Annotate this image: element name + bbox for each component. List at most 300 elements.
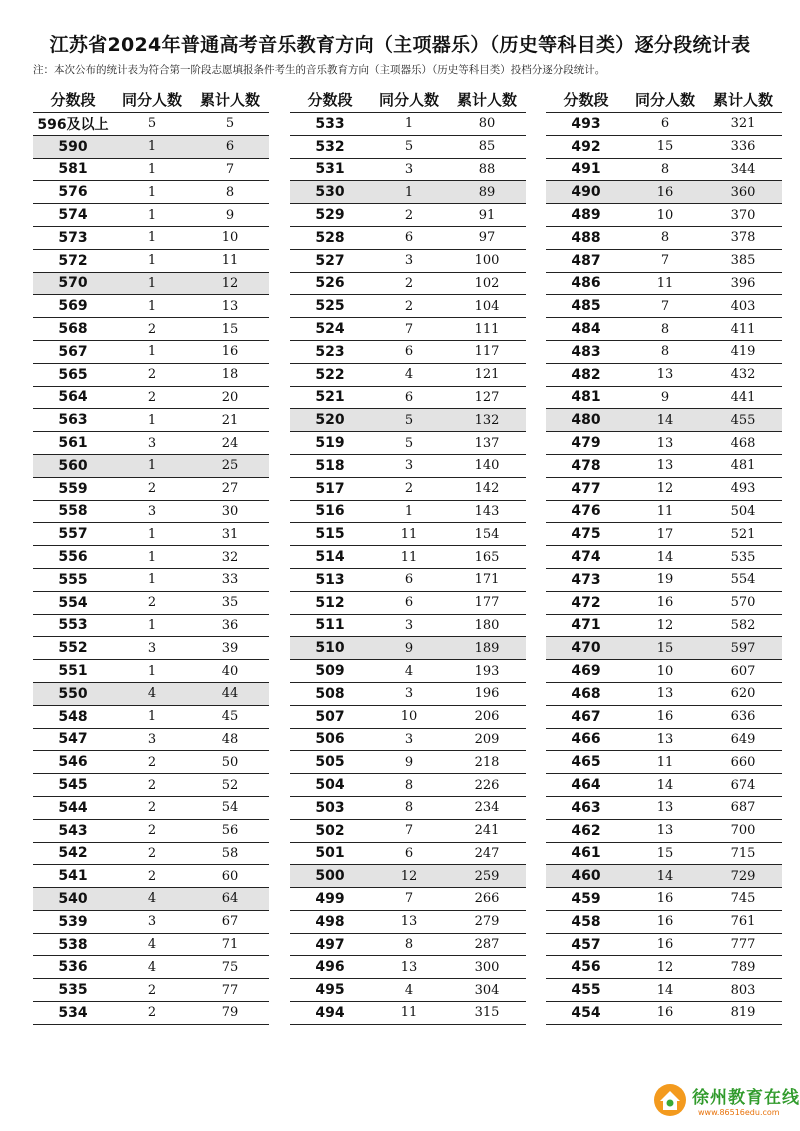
cumulative-cell: 7 [225,161,235,177]
score-cell: 545 [58,777,88,793]
score-cell: 543 [58,822,88,839]
table-row [546,706,782,729]
score-cell: 544 [58,799,88,816]
table-row [33,751,269,774]
same-count-cell: 14 [656,777,674,793]
same-count-cell: 6 [404,230,414,246]
cumulative-cell: 52 [221,777,239,793]
same-count-cell: 4 [404,663,414,679]
score-cell: 540 [58,890,88,907]
table-row [290,911,526,934]
cumulative-cell: 403 [730,298,756,314]
score-cell: 458 [571,913,601,930]
same-count-cell: 12 [656,481,674,497]
cumulative-cell: 803 [730,982,756,998]
table-row [546,523,782,546]
cumulative-cell: 660 [730,754,756,770]
cumulative-cell: 180 [474,617,500,633]
cumulative-cell: 154 [474,526,500,542]
same-count-cell: 13 [656,458,674,474]
cumulative-cell: 18 [221,367,239,383]
table-row [290,956,526,979]
header-score: 分数段 [563,90,609,109]
score-cell: 511 [315,617,345,634]
table-row [290,865,526,888]
cumulative-cell: 287 [474,937,500,953]
table-row [290,706,526,729]
table-row [290,455,526,478]
table-row [290,409,526,432]
cumulative-cell: 32 [221,549,239,565]
table-row [546,843,782,866]
cumulative-cell: 336 [730,139,756,155]
table-row [546,660,782,683]
score-cell: 497 [315,936,345,953]
same-count-cell: 17 [656,526,674,542]
cumulative-cell: 31 [221,526,239,542]
same-count-cell: 3 [404,253,414,269]
cumulative-cell: 247 [474,845,500,861]
score-cell: 454 [571,1004,601,1021]
table-row [546,797,782,820]
cumulative-cell: 206 [474,709,500,725]
score-cell: 467 [571,708,601,725]
score-cell: 570 [58,275,88,292]
score-cell: 485 [571,298,601,315]
same-count-cell: 15 [656,640,674,656]
same-count-cell: 2 [147,982,157,998]
same-count-cell: 1 [147,184,157,200]
cumulative-cell: 56 [221,823,239,839]
score-cell: 501 [315,845,345,862]
score-cell: 498 [315,913,345,930]
table-column-1 [33,86,269,1025]
table-row [546,637,782,660]
table-row [33,615,269,638]
cumulative-cell: 25 [221,458,239,474]
score-cell: 470 [571,640,601,657]
table-row [33,797,269,820]
score-cell: 565 [58,366,88,383]
same-count-cell: 3 [147,640,157,656]
score-cell: 500 [315,868,345,885]
score-cell: 456 [571,959,601,976]
score-cell: 546 [58,754,88,771]
header-score: 分数段 [50,90,96,109]
table-row [33,318,269,341]
same-count-cell: 5 [404,435,414,451]
score-cell: 505 [315,754,345,771]
cumulative-cell: 819 [730,1005,756,1021]
score-cell: 524 [315,321,345,338]
table-row [33,546,269,569]
same-count-cell: 1 [147,549,157,565]
score-cell: 574 [58,207,88,224]
table-row [290,204,526,227]
cumulative-cell: 75 [221,959,239,975]
score-cell: 472 [571,594,601,611]
score-cell: 527 [315,252,345,269]
same-count-cell: 3 [404,161,414,177]
table-row [546,569,782,592]
table-row [290,592,526,615]
table-row [33,273,269,296]
same-count-cell: 7 [404,321,414,337]
score-cell: 502 [315,822,345,839]
cumulative-cell: 241 [474,823,500,839]
cumulative-cell: 21 [221,412,239,428]
score-cell: 475 [571,526,601,543]
same-count-cell: 14 [656,549,674,565]
table-row [546,729,782,752]
same-count-cell: 4 [404,982,414,998]
cumulative-cell: 79 [221,1005,239,1021]
score-cell: 532 [315,138,345,155]
score-cell: 535 [58,982,88,999]
score-cell: 519 [315,435,345,452]
score-cell: 484 [571,321,601,338]
same-count-cell: 1 [404,116,414,132]
same-count-cell: 8 [660,230,670,246]
table-row [546,387,782,410]
header-same-count: 同分人数 [121,90,182,109]
score-cell: 557 [58,526,88,543]
score-cell: 494 [315,1004,345,1021]
cumulative-cell: 132 [474,412,500,428]
cumulative-cell: 27 [221,481,239,497]
table-row [290,1002,526,1025]
same-count-cell: 3 [404,686,414,702]
same-count-cell: 6 [404,344,414,360]
table-row [33,364,269,387]
same-count-cell: 13 [656,823,674,839]
cumulative-cell: 597 [730,640,756,656]
table-row [290,569,526,592]
same-count-cell: 1 [147,572,157,588]
cumulative-cell: 10 [221,230,239,246]
cumulative-cell: 12 [221,275,239,291]
same-count-cell: 3 [404,731,414,747]
score-cell: 510 [315,640,345,657]
score-cell: 528 [315,229,345,246]
table-row [546,204,782,227]
cumulative-cell: 111 [474,321,500,337]
score-cell: 516 [315,503,345,520]
same-count-cell: 15 [656,845,674,861]
same-count-cell: 16 [656,937,674,953]
same-count-cell: 9 [404,754,414,770]
score-cell: 559 [58,480,88,497]
score-cell: 478 [571,457,601,474]
same-count-cell: 12 [656,617,674,633]
table-row [33,729,269,752]
score-cell: 492 [571,138,601,155]
same-count-cell: 8 [660,321,670,337]
cumulative-cell: 729 [730,868,756,884]
same-count-cell: 1 [147,709,157,725]
score-cell: 503 [315,799,345,816]
cumulative-cell: 396 [730,275,756,291]
table-row [33,181,269,204]
same-count-cell: 11 [656,275,674,291]
same-count-cell: 4 [404,367,414,383]
same-count-cell: 8 [660,161,670,177]
table-row [546,227,782,250]
cumulative-cell: 13 [221,298,239,314]
same-count-cell: 16 [656,891,674,907]
cumulative-cell: 67 [221,914,239,930]
score-cell: 486 [571,275,601,292]
same-count-cell: 2 [147,800,157,816]
score-cell: 569 [58,298,88,315]
same-count-cell: 3 [147,914,157,930]
same-count-cell: 7 [404,891,414,907]
score-cell: 556 [58,549,88,566]
score-cell: 542 [58,845,88,862]
table-row [546,318,782,341]
cumulative-cell: 39 [221,640,239,656]
cumulative-cell: 40 [221,663,239,679]
same-count-cell: 5 [147,116,157,132]
score-cell: 496 [315,959,345,976]
cumulative-cell: 189 [474,640,500,656]
table-row [546,865,782,888]
score-cell: 480 [571,412,601,429]
table-row [290,364,526,387]
score-cell: 555 [58,571,88,588]
same-count-cell: 13 [656,367,674,383]
cumulative-cell: 304 [474,982,500,998]
same-count-cell: 1 [147,412,157,428]
column-header [546,86,782,113]
score-cell: 534 [58,1004,88,1021]
column-header [290,86,526,113]
score-cell: 481 [571,389,601,406]
same-count-cell: 1 [147,207,157,223]
cumulative-cell: 761 [730,914,756,930]
table-row [33,569,269,592]
cumulative-cell: 777 [730,937,756,953]
table-row [290,136,526,159]
cumulative-cell: 370 [730,207,756,223]
same-count-cell: 11 [400,549,418,565]
table-row [546,501,782,524]
cumulative-cell: 54 [221,800,239,816]
same-count-cell: 13 [656,686,674,702]
same-count-cell: 5 [404,139,414,155]
table-row [290,273,526,296]
cumulative-cell: 97 [478,230,496,246]
same-count-cell: 16 [656,595,674,611]
cumulative-cell: 6 [225,139,235,155]
score-cell: 515 [315,526,345,543]
table-row [546,273,782,296]
same-count-cell: 7 [660,253,670,269]
score-cell: 531 [315,161,345,178]
table-row [290,501,526,524]
same-count-cell: 2 [404,481,414,497]
table-row [33,592,269,615]
cumulative-cell: 121 [474,367,500,383]
score-cell: 488 [571,229,601,246]
score-cell: 539 [58,913,88,930]
cumulative-cell: 20 [221,389,239,405]
cumulative-cell: 9 [225,207,235,223]
score-cell: 468 [571,685,601,702]
same-count-cell: 1 [147,161,157,177]
cumulative-cell: 15 [221,321,239,337]
score-cell: 517 [315,480,345,497]
table-row [33,865,269,888]
cumulative-cell: 279 [474,914,500,930]
cumulative-cell: 117 [474,344,500,360]
table-row [546,478,782,501]
cumulative-cell: 71 [221,937,239,953]
watermark-url: www.86516edu.com [698,1108,780,1117]
table-row [290,387,526,410]
table-row [33,387,269,410]
table-row [290,843,526,866]
cumulative-cell: 80 [478,116,496,132]
score-cell: 506 [315,731,345,748]
table-row [33,911,269,934]
cumulative-cell: 64 [221,891,239,907]
same-count-cell: 2 [147,1005,157,1021]
table-row [33,432,269,455]
cumulative-cell: 582 [730,617,756,633]
table-row [290,523,526,546]
same-count-cell: 8 [404,777,414,793]
cumulative-cell: 35 [221,595,239,611]
table-row [33,934,269,957]
same-count-cell: 13 [656,731,674,747]
same-count-cell: 16 [656,709,674,725]
score-cell: 459 [571,890,601,907]
same-count-cell: 13 [656,800,674,816]
table-row [290,615,526,638]
table-row [290,227,526,250]
cumulative-cell: 636 [730,709,756,725]
same-count-cell: 16 [656,914,674,930]
same-count-cell: 19 [656,572,674,588]
table-row [290,660,526,683]
watermark-text: 徐州教育在线 [692,1088,800,1108]
table-row [546,341,782,364]
table-row [290,181,526,204]
score-cell: 590 [58,138,88,155]
score-cell: 525 [315,298,345,315]
score-cell: 508 [315,685,345,702]
same-count-cell: 9 [660,389,670,405]
table-row [290,888,526,911]
same-count-cell: 6 [404,389,414,405]
table-row [290,979,526,1002]
same-count-cell: 1 [147,526,157,542]
table-row [33,204,269,227]
same-count-cell: 7 [404,823,414,839]
cumulative-cell: 58 [221,845,239,861]
score-cell: 563 [58,412,88,429]
header-cumulative: 累计人数 [199,90,260,109]
cumulative-cell: 570 [730,595,756,611]
cumulative-cell: 100 [474,253,500,269]
table-row [546,455,782,478]
cumulative-cell: 165 [474,549,500,565]
cumulative-cell: 493 [730,481,756,497]
cumulative-cell: 85 [478,139,496,155]
score-cell: 479 [571,435,601,452]
same-count-cell: 1 [147,139,157,155]
same-count-cell: 2 [147,845,157,861]
table-row [290,637,526,660]
table-row [546,979,782,1002]
table-row [546,546,782,569]
table-row [546,136,782,159]
same-count-cell: 9 [404,640,414,656]
score-cell: 526 [315,275,345,292]
table-row [290,113,526,136]
cumulative-cell: 385 [730,253,756,269]
same-count-cell: 6 [404,595,414,611]
table-row [290,774,526,797]
same-count-cell: 14 [656,982,674,998]
same-count-cell: 2 [147,777,157,793]
same-count-cell: 6 [404,572,414,588]
score-cell: 507 [315,708,345,725]
cumulative-cell: 91 [478,207,496,223]
score-cell: 464 [571,777,601,793]
table-row [33,295,269,318]
score-cell: 483 [571,343,601,360]
cumulative-cell: 8 [225,184,235,200]
cumulative-cell: 5 [225,116,235,132]
table-row [33,706,269,729]
table-row [546,181,782,204]
score-cell: 521 [315,389,345,406]
cumulative-cell: 171 [474,572,500,588]
score-cell: 548 [58,708,88,725]
score-cell: 499 [315,890,345,907]
cumulative-cell: 196 [474,686,500,702]
page-title: 江苏省2024年普通高考音乐教育方向（主项器乐）（历史等科目类）逐分段统计表 [49,34,751,56]
same-count-cell: 1 [147,663,157,679]
same-count-cell: 8 [404,800,414,816]
same-count-cell: 4 [147,937,157,953]
score-cell: 522 [315,366,345,383]
same-count-cell: 3 [147,435,157,451]
cumulative-cell: 177 [474,595,500,611]
same-count-cell: 10 [656,663,674,679]
same-count-cell: 8 [404,937,414,953]
table-row [33,843,269,866]
score-cell: 553 [58,617,88,634]
table-row [33,250,269,273]
table-note: 注：本次公布的统计表为符合第一阶段志愿填报条件考生的音乐教育方向（主项器乐）（历史等科目类）投档分逐分段统计。 [33,64,606,76]
cumulative-cell: 140 [474,458,500,474]
score-cell: 489 [571,207,601,224]
score-cell: 460 [571,868,601,885]
table-row [33,341,269,364]
score-cell: 520 [315,412,345,429]
same-count-cell: 1 [147,344,157,360]
table-row [33,478,269,501]
same-count-cell: 3 [147,731,157,747]
same-count-cell: 1 [147,298,157,314]
same-count-cell: 14 [656,868,674,884]
table-row [290,250,526,273]
table-row [546,683,782,706]
same-count-cell: 1 [404,184,414,200]
